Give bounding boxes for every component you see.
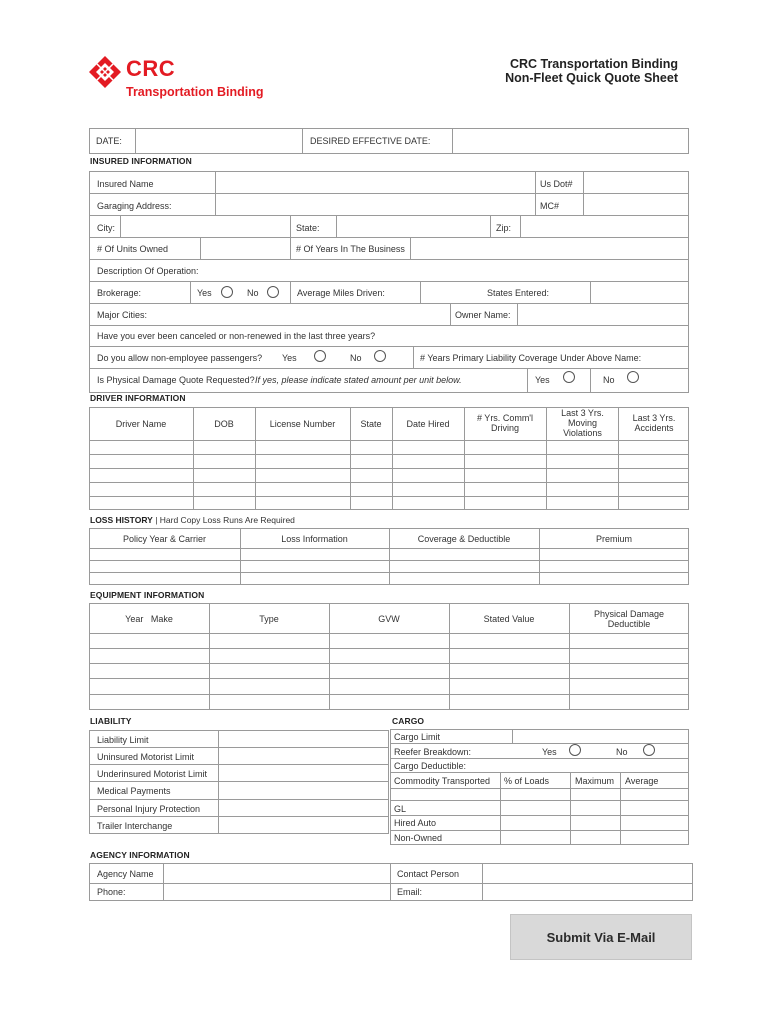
agency-name-label: Agency Name [97, 869, 154, 879]
driver-col-license: License Number [269, 419, 336, 429]
miles-label: Average Miles Driven: [297, 288, 385, 298]
brokerage-no-radio[interactable] [267, 286, 279, 298]
email-field[interactable] [487, 887, 687, 897]
garaging-field[interactable] [220, 200, 530, 210]
loss-col-premium: Premium [595, 534, 632, 544]
units-field[interactable] [205, 244, 285, 254]
loss-col-info: Loss Information [281, 534, 348, 544]
driver-col-state: State [360, 419, 382, 429]
description-label: Description Of Operation: [97, 266, 199, 276]
med-pay-label: Medical Payments [97, 786, 171, 796]
physical-yes-radio[interactable] [563, 371, 575, 383]
date-label: DATE: [96, 136, 122, 146]
brokerage-label: Brokerage: [97, 288, 142, 298]
phone-field[interactable] [168, 887, 385, 897]
driver-col-name: Driver Name [115, 419, 167, 429]
miles-field[interactable] [390, 287, 415, 297]
driver-col-years: # Yrs. Comm'l Driving [476, 413, 534, 433]
liability-limit-label: Liability Limit [97, 735, 149, 745]
owner-name-field[interactable] [522, 309, 685, 319]
equipment-col-gvw: GVW [378, 614, 400, 624]
zip-field[interactable] [525, 222, 685, 232]
brokerage-yes-label: Yes [197, 288, 212, 298]
insured-name-label: Insured Name [97, 179, 154, 189]
insured-name-field[interactable] [220, 178, 530, 188]
email-label: Email: [397, 887, 423, 897]
city-field[interactable] [125, 222, 285, 232]
major-cities-label: Major Cities: [97, 310, 148, 320]
cargo-deductible-field[interactable] [470, 761, 684, 771]
loss-heading-note: | Hard Copy Loss Runs Are Required [155, 515, 295, 525]
description-field[interactable] [200, 266, 685, 276]
liability-limit-field[interactable] [222, 735, 382, 745]
physical-note: If yes, please indicate stated amount per unit below. [255, 375, 462, 385]
liability-heading: LIABILITY [90, 716, 132, 726]
cargo-deductible-label: Cargo Deductible: [394, 761, 467, 771]
um-limit-field[interactable] [222, 752, 382, 762]
cargo-heading: CARGO [392, 716, 425, 726]
date-field[interactable] [140, 135, 295, 145]
passengers-yes-label: Yes [282, 353, 297, 363]
insured-heading: INSURED INFORMATION [90, 156, 192, 166]
effective-date-field[interactable] [457, 135, 682, 145]
passengers-yes-radio[interactable] [314, 350, 326, 362]
title-line-1: CRC Transportation Binding [509, 57, 678, 71]
phone-label: Phone: [97, 887, 126, 897]
driver-col-hired: Date Hired [406, 419, 450, 429]
logo-brand: CRC [126, 56, 176, 81]
equipment-heading: EQUIPMENT INFORMATION [90, 590, 205, 600]
maximum-label: Maximum [575, 776, 615, 786]
years-business-field[interactable] [415, 244, 685, 254]
physical-yes-label: Yes [535, 375, 550, 385]
zip-label: Zip: [496, 223, 512, 233]
driver-col-accidents: Last 3 Yrs. Accidents [632, 413, 676, 433]
um-limit-label: Uninsured Motorist Limit [97, 752, 195, 762]
years-primary-label: # Years Primary Liability Coverage Under Above Name: [420, 353, 642, 363]
states-entered-label: States Entered: [487, 288, 550, 298]
driver-col-violations: Last 3 Yrs. Moving Violations [561, 408, 604, 438]
reefer-no-radio[interactable] [643, 744, 655, 756]
major-cities-field[interactable] [150, 309, 445, 319]
cargo-limit-field[interactable] [516, 732, 684, 742]
effective-date-label: DESIRED EFFECTIVE DATE: [310, 136, 431, 146]
med-pay-field[interactable] [222, 786, 382, 796]
title-line-2: Non-Fleet Quick Quote Sheet [505, 71, 678, 85]
trailer-interchange-label: Trailer Interchange [97, 821, 173, 831]
submit-email-button[interactable] [510, 914, 692, 960]
trailer-interchange-field[interactable] [222, 821, 382, 831]
logo-subtitle: Transportation Binding [126, 85, 264, 99]
loss-heading [90, 515, 295, 525]
garaging-label: Garaging Address: [97, 201, 172, 211]
loss-heading-title: LOSS HISTORY [90, 515, 153, 525]
states-entered-field[interactable] [595, 287, 685, 297]
hired-auto-label: Hired Auto [394, 818, 437, 828]
equipment-col-year-make: Year Make [125, 614, 173, 624]
reefer-yes-label: Yes [542, 747, 557, 757]
passengers-question: Do you allow non-employee passengers? [97, 353, 263, 363]
liability-table [89, 730, 389, 834]
passengers-no-radio[interactable] [374, 350, 386, 362]
mc-label: MC# [540, 201, 560, 211]
equipment-col-value: Stated Value [483, 614, 535, 624]
cargo-limit-label: Cargo Limit [394, 732, 441, 742]
physical-no-label: No [603, 375, 615, 385]
state-label: State: [296, 223, 320, 233]
owner-name-label: Owner Name: [455, 310, 511, 320]
pip-label: Personal Injury Protection [97, 804, 201, 814]
gl-label: GL [394, 804, 407, 814]
page-title [505, 57, 678, 85]
reefer-yes-radio[interactable] [569, 744, 581, 756]
contact-person-label: Contact Person [397, 869, 460, 879]
usdot-label: Us Dot# [540, 179, 573, 189]
passengers-no-label: No [350, 353, 362, 363]
agency-name-field[interactable] [168, 868, 385, 878]
crc-diamond-icon [88, 55, 122, 89]
years-business-label: # Of Years In The Business [296, 244, 405, 254]
contact-person-field[interactable] [487, 868, 687, 878]
pip-field[interactable] [222, 804, 382, 814]
reefer-no-label: No [616, 747, 628, 757]
city-label: City: [97, 223, 115, 233]
equipment-col-deductible: Physical Damage Deductible [593, 609, 665, 629]
loss-col-coverage: Coverage & Deductible [417, 534, 511, 544]
loss-col-policy: Policy Year & Carrier [122, 534, 207, 544]
average-label: Average [625, 776, 659, 786]
physical-question: Is Physical Damage Quote Requested? [97, 375, 255, 385]
state-field[interactable] [341, 222, 486, 232]
commodity-label: Commodity Transported [394, 776, 491, 786]
mc-field[interactable] [588, 200, 684, 210]
reefer-label: Reefer Breakdown: [394, 747, 472, 757]
uim-limit-field[interactable] [222, 769, 382, 779]
driver-col-dob: DOB [214, 419, 234, 429]
brokerage-yes-radio[interactable] [221, 286, 233, 298]
physical-no-radio[interactable] [627, 371, 639, 383]
units-label: # Of Units Owned [97, 244, 169, 254]
crc-logo [88, 54, 278, 102]
driver-heading: DRIVER INFORMATION [90, 393, 186, 403]
usdot-field[interactable] [588, 178, 684, 188]
brokerage-no-label: No [247, 288, 259, 298]
canceled-question: Have you ever been canceled or non-renewed in the last three years? [97, 331, 376, 341]
non-owned-label: Non-Owned [394, 833, 443, 843]
equipment-col-type: Type [259, 614, 279, 624]
agency-heading: AGENCY INFORMATION [90, 850, 190, 860]
pct-loads-label: % of Loads [504, 776, 550, 786]
uim-limit-label: Underinsured Motorist Limit [97, 769, 208, 779]
submit-email-label: Submit Via E-Mail [546, 929, 656, 945]
